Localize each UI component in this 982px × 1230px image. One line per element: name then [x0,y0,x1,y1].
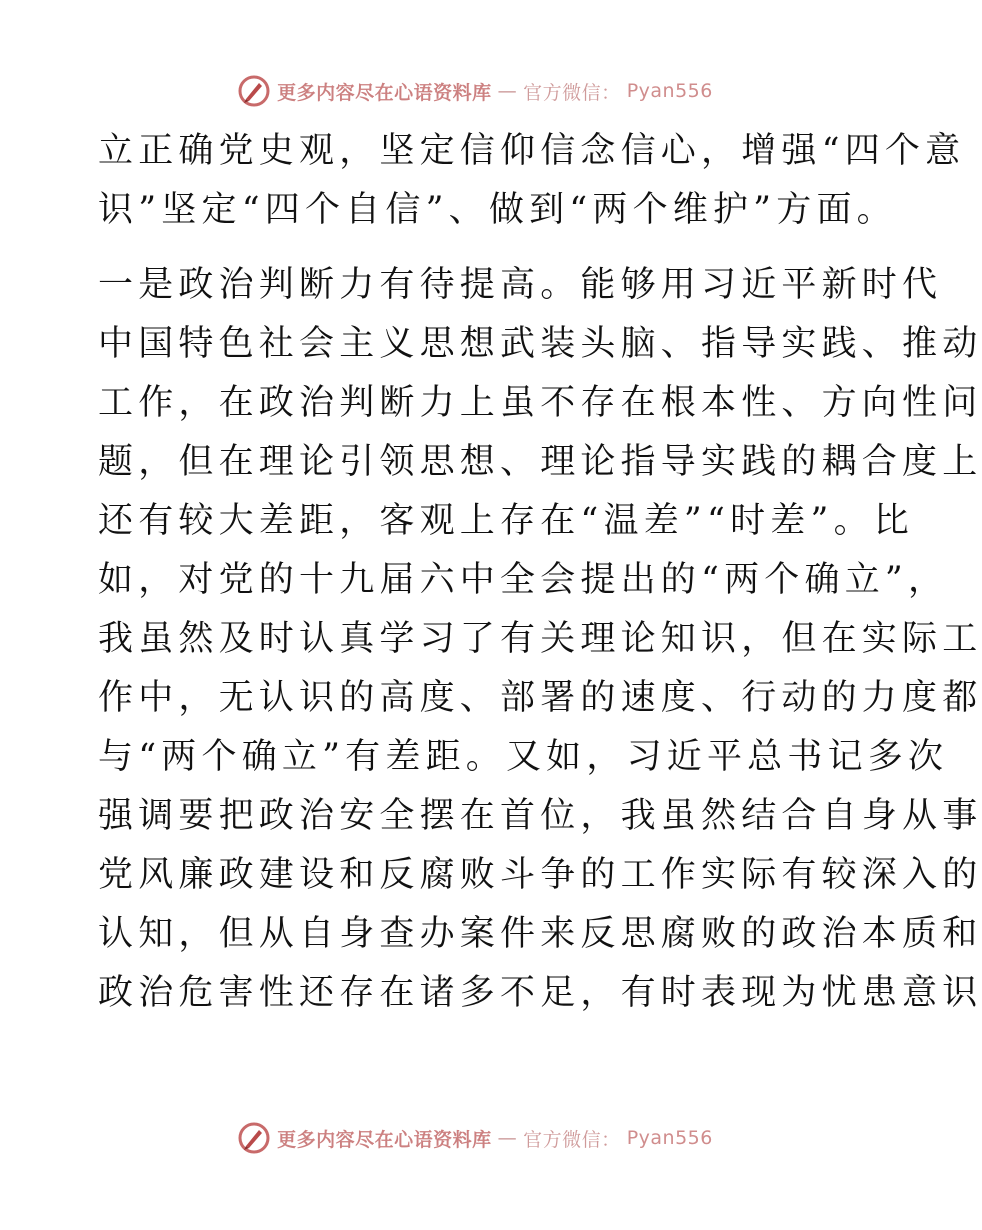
paragraph-gap [98,240,858,256]
text-line: 作中，无认识的高度、部署的速度、行动的力度都 [98,678,982,718]
text-line: 识”坚定“四个自信”、做到“两个维护”方面。 [98,190,897,230]
header-watermark [0,74,950,108]
pen-logo-icon [237,74,271,108]
footer-watermark [0,1121,950,1155]
watermark-main-text: 更多内容尽在心语资料库 [277,1128,492,1151]
text-line: 我虽然及时认真学习了有关理论知识，但在实际工 [98,619,982,659]
text-line: 中国特色社会主义思想武装头脑、指导实践、推动 [98,324,982,364]
text-line: 党风廉政建设和反腐败斗争的工作实际有较深入的 [98,855,982,895]
text-line: 一是政治判断力有待提高。能够用习近平新时代 [98,265,943,305]
paragraph-2 [98,256,982,1023]
watermark-id-text: Pyan556 [626,1127,713,1149]
text-line: 与“两个确立”有差距。又如，习近平总书记多次 [98,737,949,777]
watermark-main-text: 更多内容尽在心语资料库 [277,81,492,104]
watermark-dash: — [497,80,518,102]
watermark-sub-text: 官方微信： [523,81,621,104]
text-line: 工作，在政治判断力上虽不存在根本性、方向性问 [98,383,982,423]
text-line: 立正确党史观，坚定信仰信念信心，增强“四个意 [98,131,966,171]
text-line: 认知，但从自身查办案件来反思腐败的政治本质和 [98,914,982,954]
text-line: 如，对党的十九届六中全会提出的“两个确立”， [98,560,949,600]
pen-logo-icon [237,1121,271,1155]
text-line: 强调要把政治安全摆在首位，我虽然结合自身从事 [98,796,982,836]
watermark-id-text: Pyan556 [626,80,713,102]
text-line: 还有较大差距，客观上存在“温差”“时差”。比 [98,501,914,541]
watermark-dash: — [497,1127,518,1149]
document-body [98,122,982,1023]
text-line: 政治危害性还存在诸多不足，有时表现为忧患意识 [98,973,982,1013]
text-line: 题，但在理论引领思想、理论指导实践的耦合度上 [98,442,982,482]
paragraph-1 [98,122,966,240]
watermark-sub-text: 官方微信： [523,1128,621,1151]
